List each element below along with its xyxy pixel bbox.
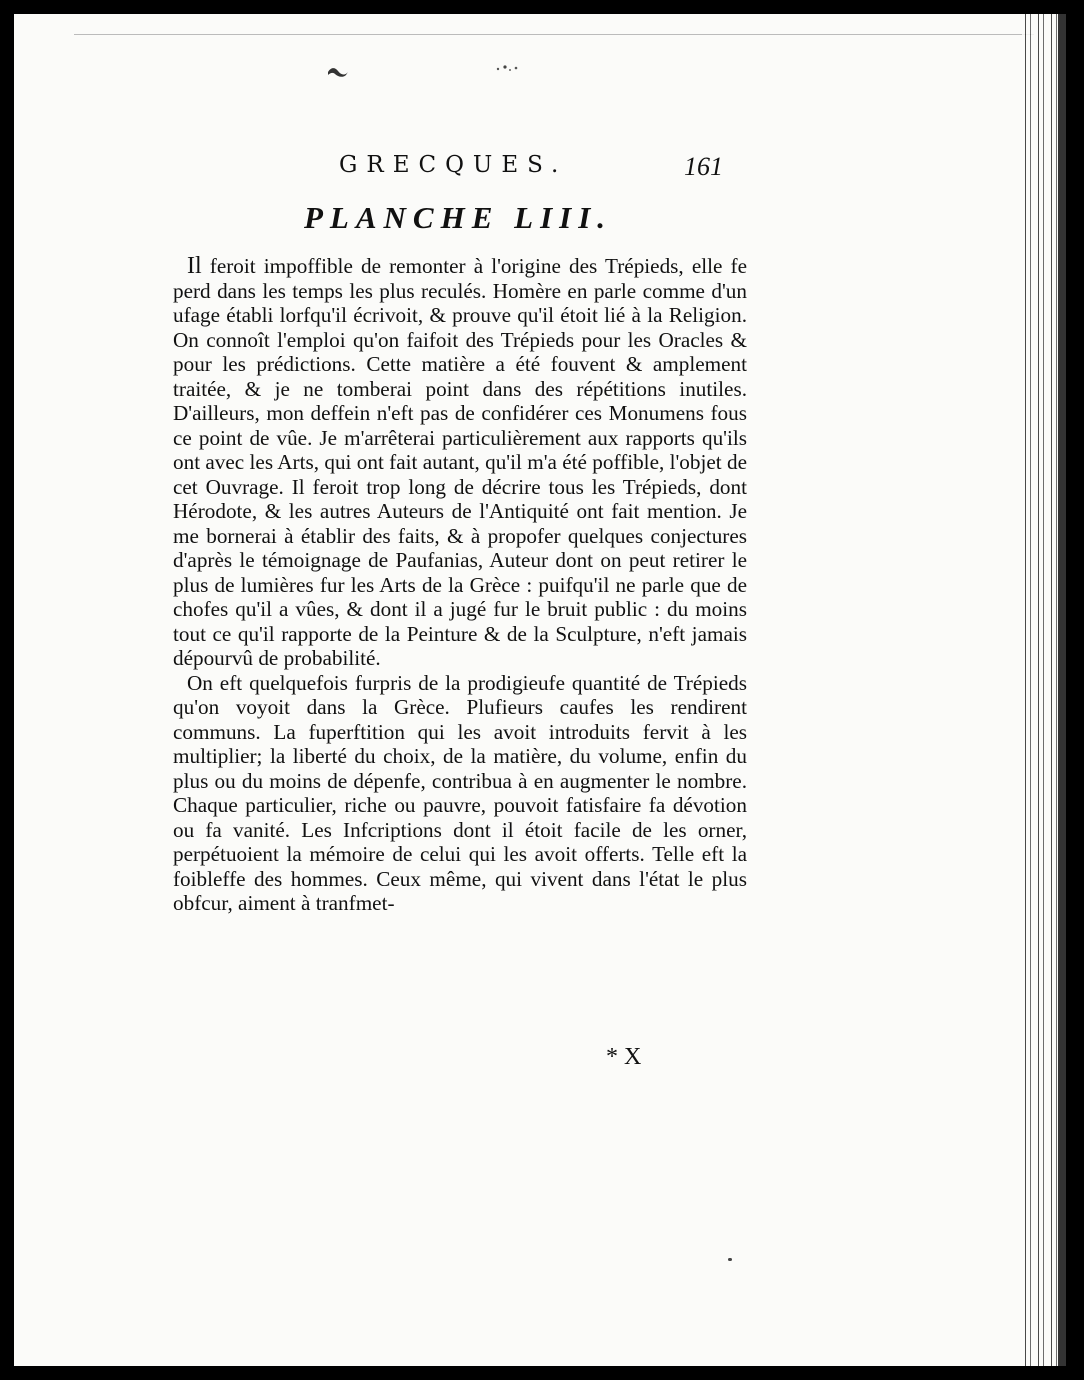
ink-dot — [728, 1258, 732, 1261]
paragraph-initial: Il — [187, 253, 202, 279]
paragraph — [173, 671, 747, 916]
running-head: GRECQUES. — [339, 152, 568, 178]
paragraph — [173, 254, 747, 671]
book-page — [14, 14, 1066, 1366]
paragraph-text: feroit impoffible de remonter à l'origine des Trépieds, elle fe perd dans les temps les plus reculés. Homère en parle comme d'un ufage établi lorfqu'il écrivoit, & prouve qu'il étoit lié à la Religion. On connoît l'emploi qu'on faifoit des Trépieds pour les Oracles & pour les prédictions. Cette matière a été fouvent & amplement traitée, & je ne tomberai point dans des répétitions inutiles. D'ailleurs, mon deffein n'eft pas de confidérer ces Monumens fous ce point de vûe. Je m'arrêterai particulièrement aux rapports qu'ils ont avec les Arts, qui ont fait autant, qu'il m'a été poffible, l'objet de cet Ouvrage. Il feroit trop long de décrire tous les Trépieds, dont Hérodote, & les autres Auteurs de l'Antiquité ont fait mention. Je me bornerai à établir des faits, & à propofer quelques conjectures d'après le témoignage de Paufanias, Auteur dont on peut retirer le plus de lumières fur les Arts de la Grèce : puifqu'il ne parle que de chofes qu'il a vûes, & dont il a jugé fur le bruit public : du moins tout ce qu'il rapporte de la Peinture & de la Sculpture, n'eft jamais dépourvû de probabilité. — [173, 254, 747, 670]
paragraph-text: On eft quelquefois furpris de la prodigieufe quantité de Trépieds qu'on voyoit dans la Grèce. Plufieurs caufes les rendirent communs. La fuperftition qui les avoit introduits fervit à les multiplier; la liberté du choix, de la matière, du volume, enfin du plus ou du moins de dépenfe, contribua à en augmenter le nombre. Chaque particulier, riche ou pauvre, pouvoit fatisfaire fa dévotion ou fa vanité. Les Infcriptions dont il étoit facile de les orner, perpétuoient la mémoire de celui qui les avoit offerts. Telle eft la foibleffe des hommes. Ceux même, qui vivent dans l'état le plus obfcur, aiment à tranfmet- — [173, 670, 747, 915]
page-number: 161 — [684, 152, 723, 181]
page-edge-shadow — [1022, 14, 1066, 1366]
printer-ornament-icon — [326, 66, 350, 78]
plate-title: PLANCHE LIII. — [304, 200, 613, 235]
ink-speck-icon — [494, 64, 522, 74]
page-top-rule — [74, 34, 1034, 35]
catchword: * X — [606, 1044, 642, 1070]
body-text — [173, 254, 747, 916]
